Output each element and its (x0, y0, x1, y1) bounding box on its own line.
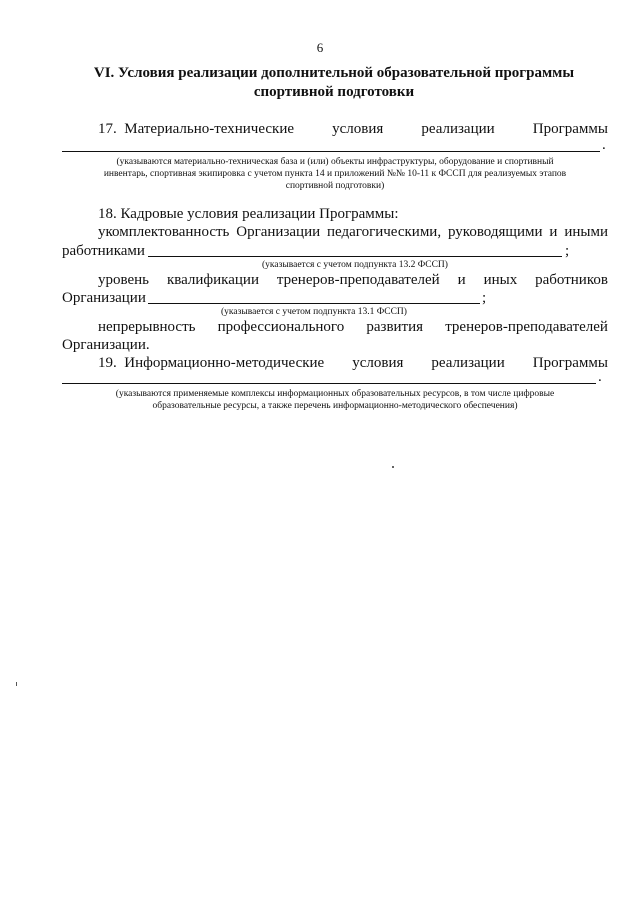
section-title-line-2: спортивной подготовки (253, 84, 415, 100)
item19-word: условия (352, 355, 404, 371)
item19-word: реализации (431, 355, 505, 371)
item18-qualification-line: уровень квалификации тренеров-преподавателей и иных работников (98, 272, 608, 288)
item19-line (98, 354, 608, 372)
item19-word: Программы (532, 355, 608, 371)
item18-development-line-2: Организации. (62, 337, 150, 353)
item17-end-punct: . (602, 137, 606, 153)
item17-hint: (указываются материально-техническая база и (или) объекты инфраструктуры, оборудование и спортивный инвентарь, спортивная экипировка с учетом пункта 14 и приложений №№ 10-11 к ФССП для реализуемых этапов спортивной подготовки) (103, 157, 567, 191)
item18-staffing-hint: (указывается с учетом подпункта 13.2 ФССП) (262, 260, 448, 270)
item19-hint: (указываются применяемые комплексы информационных образовательных ресурсов, в том числе цифровые образовательные ресурсы, а также перечень информационно-методического обеспечения) (115, 389, 555, 411)
item18-staffing-fill-line[interactable] (148, 256, 562, 257)
item18-qualification-end-punct: ; (482, 290, 487, 306)
item18-staffing-label: работниками (62, 243, 145, 259)
item17-number: 17. Материально-технические (98, 121, 295, 137)
item17-word: Материально-технические (124, 121, 295, 137)
item17-fill-line[interactable] (62, 151, 600, 152)
item19-end-punct: . (598, 369, 602, 385)
item18-qualification-fill-line[interactable] (148, 303, 480, 304)
item19-number: 19. Информационно-методические (98, 355, 325, 371)
item18-qualification-hint: (указывается с учетом подпункта 13.1 ФССП) (221, 307, 407, 317)
item18-staffing-end-punct: ; (565, 243, 570, 259)
scan-speck (16, 682, 17, 686)
item17-word: Программы (532, 121, 608, 137)
section-title (60, 64, 608, 102)
item18-heading: 18. Кадровые условия реализации Программы: (98, 206, 399, 222)
item17-word: условия (332, 121, 384, 137)
scan-speck (392, 466, 394, 468)
item18-development-line: непрерывность профессионального развития тренеров-преподавателей (98, 319, 608, 335)
item19-word: Информационно-методические (124, 355, 325, 371)
section-title-line-1: VI. Условия реализации дополнительной образовательной программы (93, 65, 575, 81)
item18-staffing-line: укомплектованность Организации педагогическими, руководящими и иными (98, 224, 608, 240)
page-number: 6 (316, 40, 324, 55)
item18-qualification-label: Организации (62, 290, 146, 306)
item17-line (98, 120, 608, 138)
item19-fill-line[interactable] (62, 383, 596, 384)
item17-word: реализации (421, 121, 495, 137)
